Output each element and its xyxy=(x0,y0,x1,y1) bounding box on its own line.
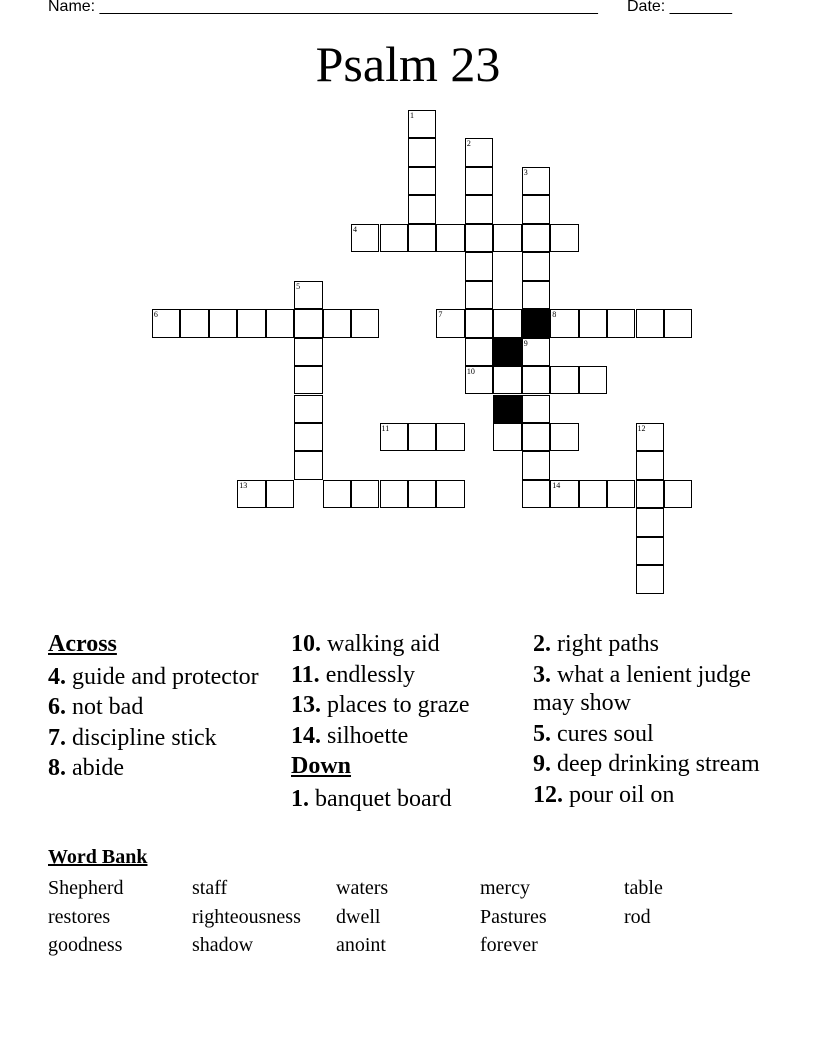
clue-number: 10. xyxy=(291,631,321,657)
word-bank-title: Word Bank xyxy=(48,846,148,868)
clue-number-label: 3 xyxy=(523,167,528,177)
crossword-cell[interactable] xyxy=(522,366,550,394)
crossword-cell[interactable] xyxy=(294,451,322,479)
crossword-cell[interactable] xyxy=(380,224,408,252)
crossword-cell[interactable] xyxy=(579,309,607,337)
clue-across-14 xyxy=(291,722,526,751)
crossword-black-cell xyxy=(493,338,521,366)
clue-down-1 xyxy=(291,785,526,814)
crossword-cell[interactable] xyxy=(465,281,493,309)
crossword-cell[interactable] xyxy=(323,480,351,508)
crossword-cell[interactable] xyxy=(493,309,521,337)
crossword-cell[interactable] xyxy=(266,309,294,337)
clue-across-6 xyxy=(48,693,283,722)
crossword-cell[interactable] xyxy=(465,138,493,166)
crossword-cell[interactable] xyxy=(237,309,265,337)
clue-number: 14. xyxy=(291,722,321,749)
crossword-cell[interactable] xyxy=(465,195,493,223)
crossword-cell[interactable] xyxy=(636,508,664,536)
clue-down-12 xyxy=(533,781,773,810)
word-bank-item: Shepherd xyxy=(48,877,124,899)
crossword-cell[interactable] xyxy=(664,309,692,337)
clue-across-13 xyxy=(291,691,526,720)
crossword-cell[interactable] xyxy=(550,309,578,337)
crossword-cell[interactable] xyxy=(294,366,322,394)
clue-across-4 xyxy=(48,663,283,692)
crossword-cell[interactable] xyxy=(607,309,635,337)
crossword-cell[interactable] xyxy=(550,366,578,394)
crossword-cell[interactable] xyxy=(408,138,436,166)
crossword-black-cell xyxy=(493,395,521,423)
crossword-cell[interactable] xyxy=(408,110,436,138)
crossword-cell[interactable] xyxy=(522,281,550,309)
clue-down-3 xyxy=(533,661,773,718)
crossword-cell[interactable] xyxy=(636,565,664,593)
crossword-cell[interactable] xyxy=(522,480,550,508)
word-bank-item: rod xyxy=(624,905,651,928)
clue-number: 13. xyxy=(291,692,321,718)
clue-down-2 xyxy=(533,630,773,659)
crossword-cell[interactable] xyxy=(380,480,408,508)
crossword-cell[interactable] xyxy=(408,423,436,451)
clue-number-label: 8 xyxy=(552,310,557,320)
crossword-black-cell xyxy=(522,309,550,337)
crossword-cell[interactable] xyxy=(522,395,550,423)
word-bank-item: restores xyxy=(48,905,111,928)
crossword-cell[interactable] xyxy=(209,309,237,337)
crossword-cell[interactable] xyxy=(522,195,550,223)
crossword-cell[interactable] xyxy=(294,423,322,451)
crossword-cell[interactable] xyxy=(465,252,493,280)
crossword-cell[interactable] xyxy=(664,480,692,508)
clue-text: cures soul xyxy=(551,720,654,747)
clue-number-label: 14 xyxy=(552,480,561,490)
word-bank-item: Pastures xyxy=(480,905,547,928)
clue-text: silhoette xyxy=(321,722,409,749)
crossword-cell[interactable] xyxy=(522,451,550,479)
crossword-cell[interactable] xyxy=(294,338,322,366)
crossword-cell[interactable] xyxy=(493,366,521,394)
crossword-cell[interactable] xyxy=(408,480,436,508)
crossword-cell[interactable] xyxy=(607,480,635,508)
crossword-cell[interactable] xyxy=(180,309,208,337)
crossword-cell[interactable] xyxy=(522,224,550,252)
crossword-cell[interactable] xyxy=(465,366,493,394)
crossword-cell[interactable] xyxy=(550,480,578,508)
word-bank-item: mercy xyxy=(480,877,530,899)
crossword-cell[interactable] xyxy=(351,480,379,508)
crossword-cell[interactable] xyxy=(294,309,322,337)
clue-number: 6. xyxy=(48,694,66,720)
crossword-cell[interactable] xyxy=(436,309,464,337)
clue-number: 11. xyxy=(291,661,320,688)
clue-number: 12. xyxy=(533,781,563,808)
clue-number: 8. xyxy=(48,755,66,781)
crossword-cell[interactable] xyxy=(636,423,664,451)
clue-number: 3. xyxy=(533,661,551,688)
clues-column-3 xyxy=(533,630,773,811)
crossword-cell[interactable] xyxy=(636,480,664,508)
clue-text: deep drinking stream xyxy=(551,751,760,777)
crossword-cell[interactable] xyxy=(465,338,493,366)
crossword-cell[interactable] xyxy=(294,281,322,309)
clue-down-5 xyxy=(533,720,773,749)
word-bank-item: anoint xyxy=(336,934,386,956)
clue-across-11 xyxy=(291,661,526,690)
clue-down-9 xyxy=(533,750,773,779)
crossword-cell[interactable] xyxy=(550,423,578,451)
crossword-cell[interactable] xyxy=(266,480,294,508)
clue-across-7 xyxy=(48,724,283,753)
crossword-cell[interactable] xyxy=(465,167,493,195)
clue-number-label: 1 xyxy=(409,111,414,120)
clue-number: 4. xyxy=(48,663,66,690)
crossword-cell[interactable] xyxy=(522,252,550,280)
clue-number-label: 2 xyxy=(466,139,471,149)
crossword-cell[interactable] xyxy=(522,167,550,195)
crossword-cell[interactable] xyxy=(522,338,550,366)
down-heading: Down xyxy=(291,753,352,779)
clue-text: guide and protector xyxy=(66,663,259,690)
crossword-cell[interactable] xyxy=(493,224,521,252)
date-line: Date: _______ xyxy=(627,0,732,15)
clue-across-8 xyxy=(48,754,283,783)
across-heading: Across xyxy=(48,631,117,657)
clue-text: walking aid xyxy=(321,631,440,657)
clue-text: banquet board xyxy=(309,785,452,812)
word-bank-item: shadow xyxy=(192,934,254,956)
crossword-cell[interactable] xyxy=(579,366,607,394)
clue-number-label: 7 xyxy=(438,310,443,320)
clue-text: places to graze xyxy=(321,692,470,718)
word-bank-item: table xyxy=(624,877,663,899)
crossword-cell[interactable] xyxy=(294,395,322,423)
crossword-cell[interactable] xyxy=(323,309,351,337)
clue-number-label: 4 xyxy=(353,224,358,234)
crossword-cell[interactable] xyxy=(408,224,436,252)
word-bank-item: righteousness xyxy=(192,905,301,928)
clue-text: pour oil on xyxy=(563,781,675,808)
clues-column-1 xyxy=(48,630,283,785)
crossword-cell[interactable] xyxy=(380,423,408,451)
crossword-cell[interactable] xyxy=(408,195,436,223)
clue-across-10 xyxy=(291,630,526,659)
clue-number-label: 12 xyxy=(637,423,646,433)
word-bank-item: forever xyxy=(480,934,538,956)
clue-text: abide xyxy=(66,755,124,781)
crossword-cell[interactable] xyxy=(351,224,379,252)
crossword-cell[interactable] xyxy=(465,309,493,337)
crossword-cell[interactable] xyxy=(436,224,464,252)
clue-number-label: 5 xyxy=(296,281,301,291)
clue-text: endlessly xyxy=(319,661,416,688)
crossword-cell[interactable] xyxy=(522,423,550,451)
clue-number-label: 6 xyxy=(153,310,158,320)
clue-number-label: 13 xyxy=(239,480,248,490)
clues-column-2 xyxy=(291,630,526,815)
crossword-cell[interactable] xyxy=(636,309,664,337)
word-bank-item: waters xyxy=(336,877,389,899)
clue-number: 5. xyxy=(533,720,551,747)
clue-number: 7. xyxy=(48,724,66,751)
crossword-cell[interactable] xyxy=(636,537,664,565)
clue-text: discipline stick xyxy=(66,724,217,751)
clue-number: 1. xyxy=(291,785,309,812)
crossword-cell[interactable] xyxy=(493,423,521,451)
clue-number-label: 10 xyxy=(466,367,475,377)
crossword-cell[interactable] xyxy=(579,480,607,508)
crossword-cell[interactable] xyxy=(408,167,436,195)
clue-text: right paths xyxy=(551,631,659,657)
word-bank-item: staff xyxy=(192,877,228,899)
crossword-cell[interactable] xyxy=(436,423,464,451)
crossword-cell[interactable] xyxy=(351,309,379,337)
crossword-cell[interactable] xyxy=(152,309,180,337)
crossword-cell[interactable] xyxy=(436,480,464,508)
word-bank xyxy=(48,874,768,960)
word-bank-item: dwell xyxy=(336,905,381,928)
word-bank-item: goodness xyxy=(48,934,123,956)
name-line: Name: ________________________________________________________ xyxy=(48,0,598,15)
clue-number: 9. xyxy=(533,751,551,777)
crossword-cell[interactable] xyxy=(550,224,578,252)
page-title: Psalm 23 xyxy=(315,36,501,92)
crossword-cell[interactable] xyxy=(636,451,664,479)
clue-number-label: 9 xyxy=(523,338,528,348)
clue-text: what a lenient judge may show xyxy=(533,661,751,716)
clue-number: 2. xyxy=(533,631,551,657)
clue-number-label: 11 xyxy=(381,423,390,433)
crossword-cell[interactable] xyxy=(237,480,265,508)
crossword-cell[interactable] xyxy=(465,224,493,252)
clue-text: not bad xyxy=(66,694,144,720)
